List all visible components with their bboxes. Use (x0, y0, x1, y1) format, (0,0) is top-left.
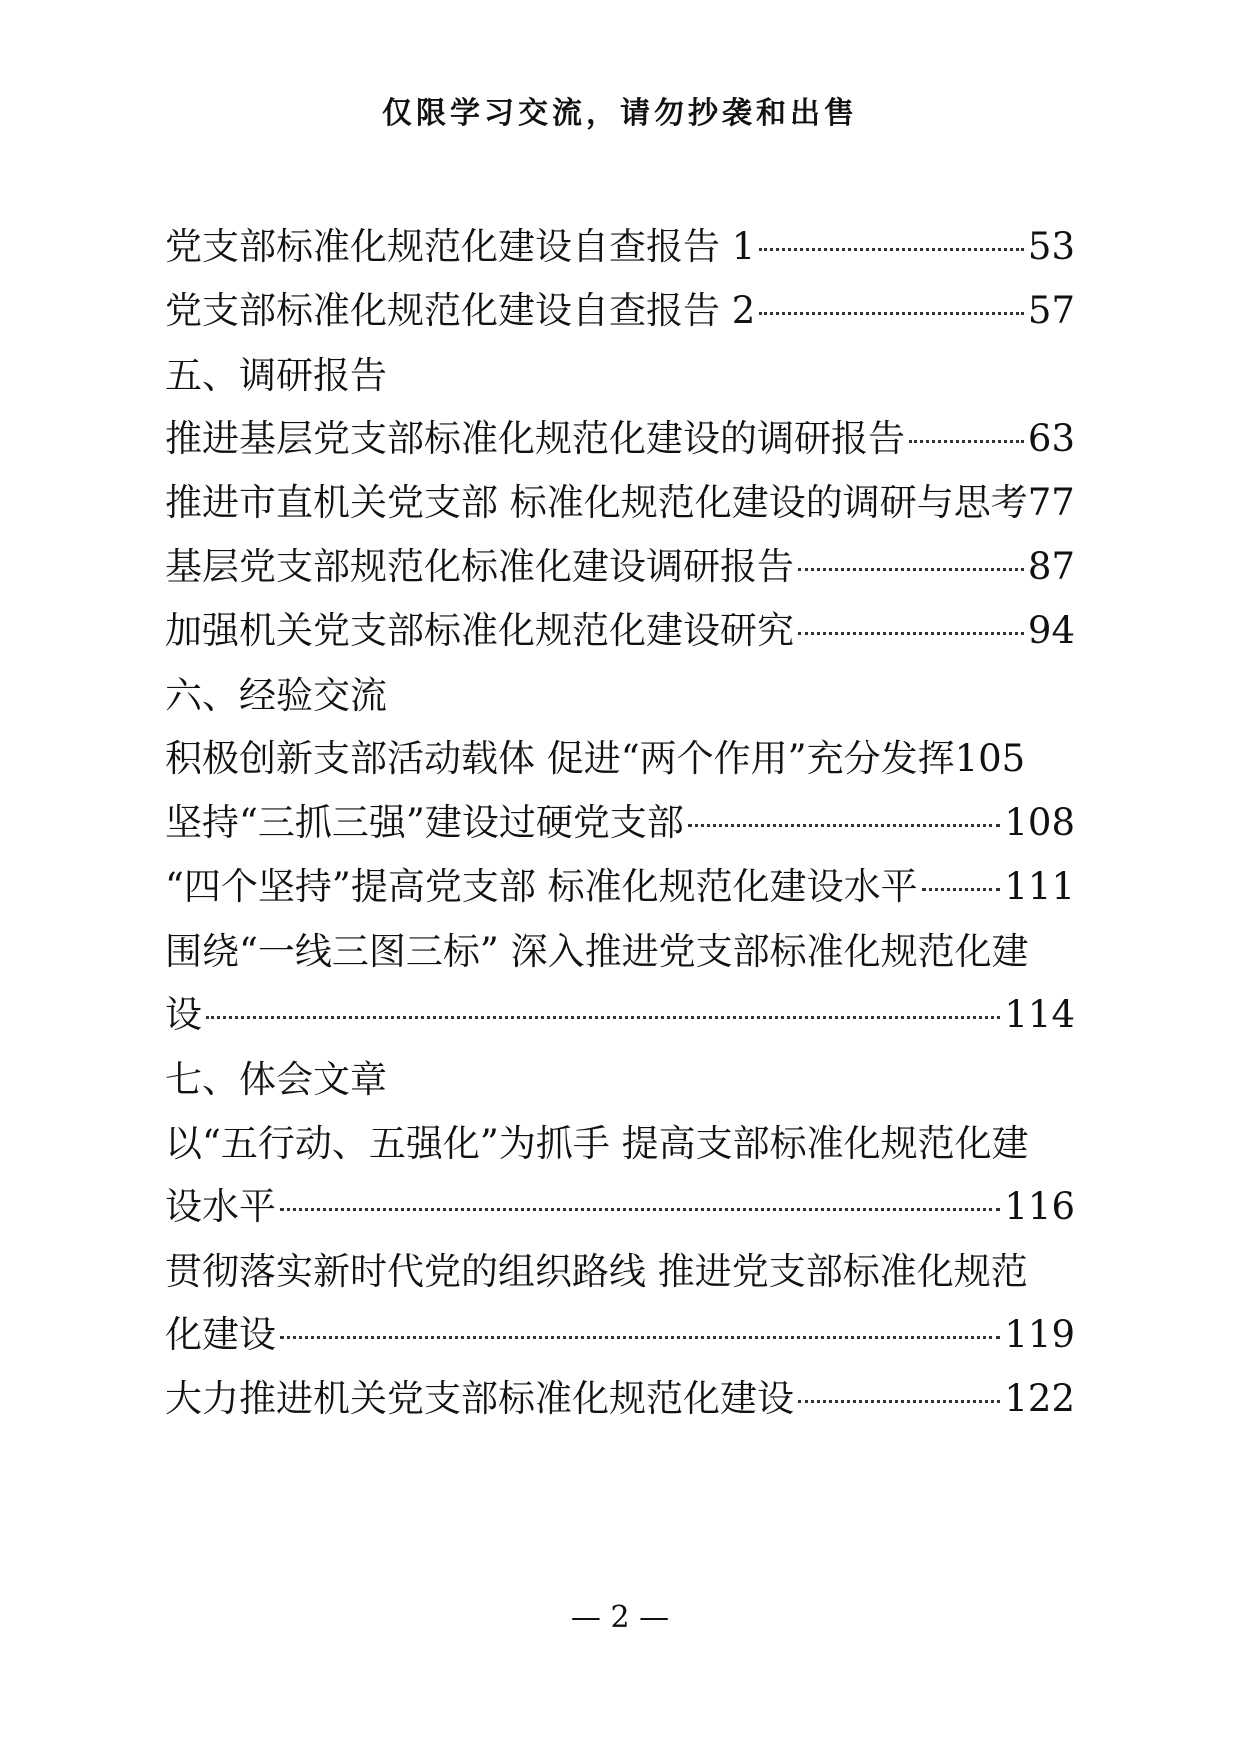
toc-title: 大力推进机关党支部标准化规范化建设 (165, 1377, 794, 1420)
toc-page: 77 (1027, 481, 1075, 524)
dot-leader (280, 1336, 1000, 1339)
toc-entry[interactable] (165, 472, 1075, 536)
toc-page: 116 (1004, 1185, 1075, 1228)
toc-entry[interactable] (165, 408, 1075, 472)
toc-page: 122 (1004, 1377, 1075, 1420)
section-heading: 六、经验交流 (165, 674, 387, 717)
section-heading: 五、调研报告 (165, 354, 387, 397)
toc-title: 党支部标准化规范化建设自查报告 2 (165, 289, 756, 332)
toc-entry[interactable] (165, 600, 1075, 664)
toc-page: 53 (1027, 225, 1075, 268)
toc-entry[interactable] (165, 216, 1075, 280)
toc (165, 216, 1075, 1432)
dot-leader (688, 824, 1001, 827)
toc-entry[interactable] (165, 792, 1075, 856)
toc-entry[interactable] (165, 984, 1075, 1048)
dot-leader (909, 440, 1024, 443)
toc-entry[interactable] (165, 856, 1075, 920)
section-heading: 七、体会文章 (165, 1058, 387, 1101)
toc-title-line[interactable]: 以“五行动、五强化”为抓手 提高支部标准化规范化建 (165, 1122, 1029, 1165)
toc-title: 化建设 (165, 1313, 276, 1356)
toc-title: 设水平 (165, 1185, 276, 1228)
toc-entry[interactable] (165, 728, 1075, 792)
dot-leader (798, 1400, 1000, 1403)
dot-leader (280, 1208, 1000, 1211)
page-header: 仅限学习交流，请勿抄袭和出售 (382, 96, 858, 131)
dot-leader (206, 1016, 1000, 1019)
toc-title: 积极创新支部活动载体 促进“两个作用”充分发挥 (165, 737, 955, 780)
dot-leader (798, 632, 1024, 635)
toc-title: 推进市直机关党支部 标准化规范化建设的调研与思考 (165, 481, 1028, 524)
toc-page: 57 (1027, 289, 1075, 332)
toc-page: 105 (954, 737, 1026, 780)
toc-page: 119 (1004, 1313, 1075, 1356)
toc-entry[interactable] (165, 280, 1075, 344)
toc-entry[interactable] (165, 1304, 1075, 1368)
toc-page: 94 (1027, 609, 1075, 652)
toc-entry[interactable] (165, 536, 1075, 600)
dot-leader (759, 312, 1024, 315)
dot-leader (798, 568, 1024, 571)
toc-title: “四个坚持”提高党支部 标准化规范化建设水平 (165, 865, 918, 908)
toc-title: 党支部标准化规范化建设自查报告 1 (165, 225, 756, 268)
toc-title: 设 (165, 993, 202, 1036)
page-number: — 2 — (570, 1600, 670, 1635)
dot-leader (759, 248, 1024, 251)
toc-page: 63 (1027, 417, 1075, 460)
toc-title: 坚持“三抓三强”建设过硬党支部 (165, 801, 684, 844)
toc-page: 111 (1004, 865, 1075, 908)
toc-title: 加强机关党支部标准化规范化建设研究 (165, 609, 794, 652)
toc-title: 基层党支部规范化标准化建设调研报告 (165, 545, 794, 588)
toc-entry[interactable] (165, 1176, 1075, 1240)
dot-leader (922, 888, 1001, 891)
toc-page: 114 (1004, 993, 1075, 1036)
toc-title-line[interactable]: 贯彻落实新时代党的组织路线 推进党支部标准化规范 (165, 1250, 1028, 1293)
toc-title: 推进基层党支部标准化规范化建设的调研报告 (165, 417, 905, 460)
toc-page: 108 (1004, 801, 1075, 844)
toc-entry[interactable] (165, 1368, 1075, 1432)
toc-page: 87 (1027, 545, 1075, 588)
toc-title-line[interactable]: 围绕“一线三图三标” 深入推进党支部标准化规范化建 (165, 930, 1029, 973)
